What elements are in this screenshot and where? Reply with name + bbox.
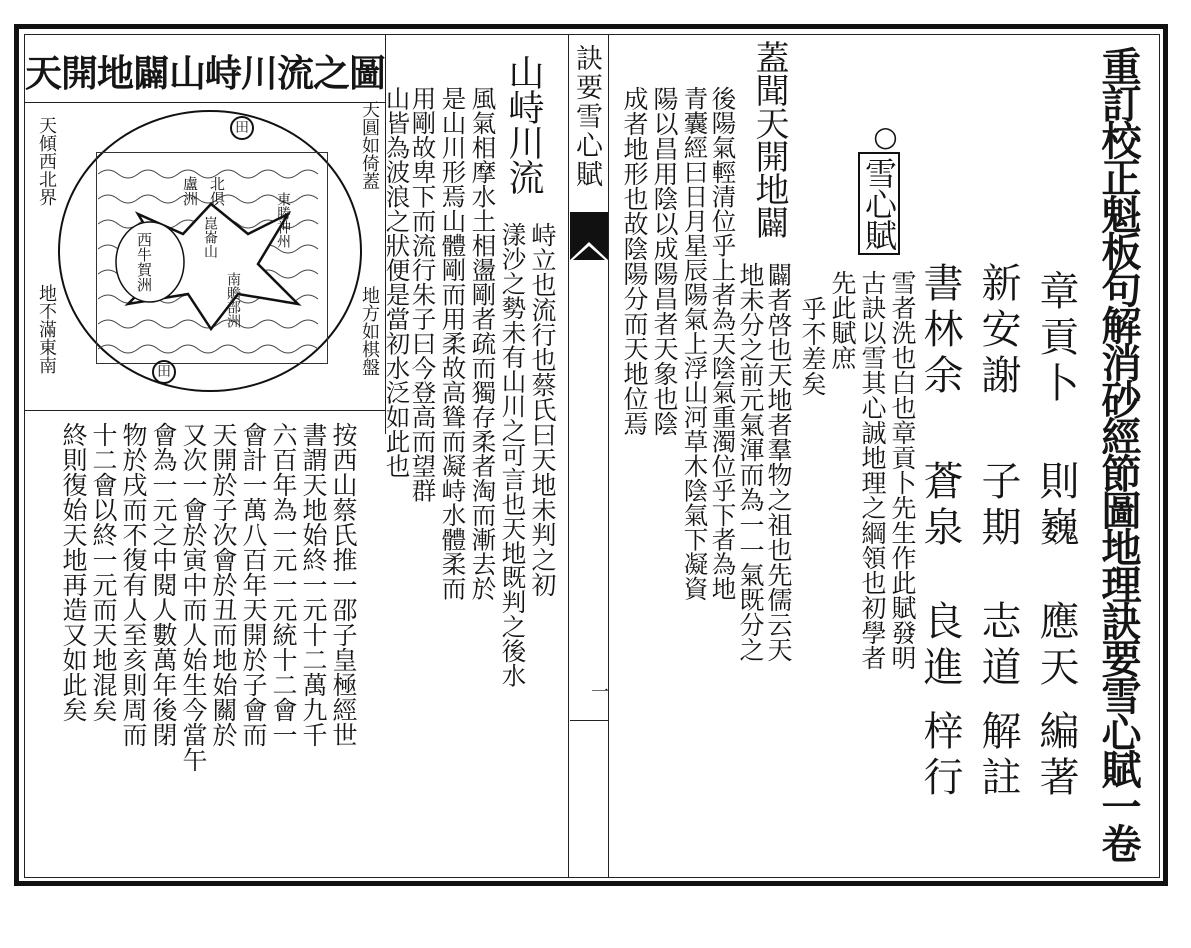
commentary-line: 後陽氣輕清位乎上者為天陰氣重濁位乎下者為地 (708, 86, 738, 601)
label-south-left: 西牛賀洲 (135, 232, 153, 292)
credit-courtesy: 蒼泉 (917, 460, 963, 552)
note-line: 按西山蔡氏推一邵子皇極經世 (329, 422, 358, 747)
commentary-line: 青囊經曰日月星辰陽氣上浮山河草木陰氣下凝資 (680, 86, 710, 601)
bottom-mark: 田 (152, 360, 176, 384)
label-tian-yuan: 天圓如倚蓋 (359, 100, 380, 190)
center-strip-title: 訣要雪心賦 (571, 44, 602, 189)
label-north: 北俱 (208, 176, 226, 206)
commentary-line: 成者地形也故陰陽分而天地位焉 (620, 86, 649, 436)
note-top-rule (24, 410, 386, 411)
gloss-line: 古訣以雪其心誠地理之綱領也初學者 (858, 270, 887, 670)
credit-action: 應天 (1033, 600, 1079, 692)
label-east: 東勝神州 (275, 192, 291, 248)
commentary-line: 峙立也流行也蔡氏曰天地未判之初 (528, 222, 557, 597)
note-line: 書謂天地始終一元十二萬九千 (299, 422, 328, 747)
note-line: 物於戌而不復有人至亥則周而 (119, 422, 148, 747)
note-line: 六百年為一元一元統十二會一 (269, 422, 298, 747)
commentary-line: 是山川形焉山體剛而用柔故高聳而凝峙水體柔而 (438, 86, 468, 601)
gloss-line: 乎不差矣 (798, 296, 827, 396)
credit-action: 志道 (975, 600, 1021, 692)
credit-courtesy: 子期 (975, 460, 1021, 552)
center-right-rule (608, 34, 609, 878)
note-line: 天開於子次會於丑而地始關於 (209, 422, 238, 747)
map-title: 天開地闢山峙川流之圖 (25, 51, 385, 95)
note-line: 會為一元之中閱人數萬年後閉 (149, 422, 178, 747)
credit-role: 解註 (975, 710, 1021, 802)
credit-role: 編著 (1033, 710, 1079, 802)
commentary-line: 漾沙之勢未有山川之可言也天地既判之後水 (498, 222, 528, 688)
commentary-line: 用剛故卑下而流行朱子曰今登高而望群 (408, 86, 438, 503)
gloss-line: 雪者洗也白也章貢卜先生作此賦發明 (888, 270, 917, 670)
label-di-buman: 地不滿東南 (36, 284, 57, 374)
book-title: 重訂校正魁板句解消砂經節圖地理訣要雪心賦一卷 (1095, 46, 1142, 860)
note-line: 又次一會於寅中而人始生今當午 (179, 422, 208, 772)
label-south-right: 南贍部洲 (225, 272, 241, 328)
folio-number: 一 (588, 682, 609, 700)
commentary-line: 山皆為波浪之狀便是當初水泛如此也 (382, 86, 412, 478)
credit-courtesy: 則巍 (1033, 460, 1079, 552)
label-west: 盧洲 (181, 176, 199, 206)
section-title: 雪心賦 (858, 152, 900, 255)
heading-shanzhi: 山峙川流 (503, 54, 544, 194)
label-di-fang: 地方如棋盤 (359, 286, 380, 376)
credit-name: 書林余 (917, 262, 963, 400)
center-strip-rule (570, 720, 608, 721)
note-line: 終則復始天地再造又如此矣 (59, 422, 88, 722)
commentary-line: 闢者啓也天地者羣物之祖也先儒云天 (764, 262, 793, 662)
credit-role: 梓行 (917, 710, 963, 802)
credit-name: 章貢卜 (1033, 270, 1079, 408)
note-line: 十二會以終一元而天地混矣 (89, 422, 118, 722)
note-line: 會計一萬八百年天開於子會而 (239, 422, 268, 747)
label-center: 崑崙山 (202, 216, 218, 258)
map-title-rule (24, 102, 386, 103)
label-tian-qing: 天傾西北界 (36, 116, 57, 206)
credit-name: 新安謝 (975, 262, 1021, 400)
gloss-line: 先此賦庶 (828, 270, 857, 370)
commentary-line: 陽以昌用陰以成陽昌者天象也陰 (650, 86, 679, 436)
section-marker: ○ (869, 120, 902, 152)
commentary-line: 風氣相摩水土相盪剛者疏而獨存柔者淘而漸去於 (468, 86, 498, 601)
credit-action: 良進 (917, 600, 963, 692)
top-mark: 田 (230, 116, 254, 140)
center-left-rule (568, 34, 569, 878)
heading-tiankai: 蓋聞天開地闢 (749, 40, 789, 238)
fishtail-mark (570, 212, 608, 260)
commentary-line: 地未分之前元氣渾而為一一氣既分之 (736, 262, 765, 662)
